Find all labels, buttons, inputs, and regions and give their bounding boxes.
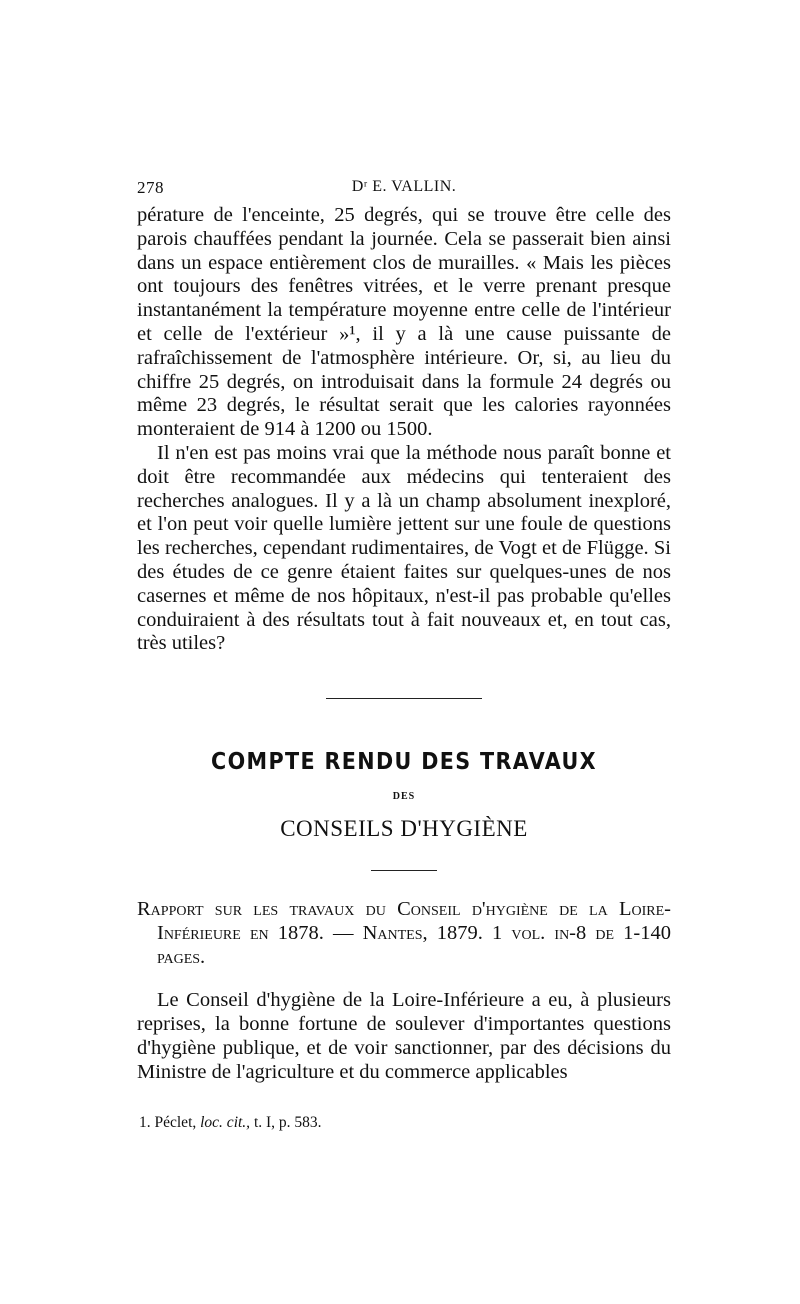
paragraph-continued: pérature de l'enceinte, 25 degrés, qui se trouve être celle des parois chauffées pendant la journée. Cela se passerait bien ainsi dans un espace entièrement clos de murailles. « Mais les pièces ont toujours des fenêtres vitrées, et le verre prenant presque instantanément la température moyenne entre celle de l'intérieur et celle de l'extérieur »¹, il y a là une cause puissante de rafraîchissement de l'atmosphère intérieure. Or, si, au lieu du chiffre 25 degrés, on introduisait dans la formule 24 degrés ou même 23 degrés, le résultat serait que les calories rayonnées monteraient de 914 à 1200 ou 1500. xyxy=(137,204,671,441)
section-divider-rule xyxy=(326,698,482,699)
footnote-author: Péclet, xyxy=(154,1114,197,1132)
section-subtitle: CONSEILS D'HYGIÈNE xyxy=(280,816,528,842)
report-paragraph: Le Conseil d'hygiène de la Loire-Inférieure a eu, à plusieurs reprises, la bonne fortune de soulever d'importantes questions d'hygiène publique, et de voir sanctionner, par des décisions du Ministre de l'agriculture et du commerce applicables xyxy=(137,989,671,1083)
footnote-number: 1. xyxy=(139,1114,151,1132)
footnote-reference: loc. cit., xyxy=(200,1114,251,1132)
paragraph: Il n'en est pas moins vrai que la méthode nous paraît bonne et doit être recommandée aux médecins qui tenteraient des recherches analogues. Il y a là un champ absolument inexploré, et l'on peut voir quelle lumière jettent sur une foule de questions les recherches, cependant rudimentaires, de Vogt et de Flügge. Si des études de ce genre étaient faites sur quelques-unes de nos casernes et même de nos hôpitaux, n'est-il pas probable qu'elles conduiraient à des résultats tout à fait nouveaux et, en tout cas, très utiles? xyxy=(137,441,671,655)
section-title: COMPTE RENDU DES TRAVAUX xyxy=(211,749,597,776)
book-page xyxy=(137,178,671,1132)
page-number: 278 xyxy=(137,178,164,197)
running-head xyxy=(137,178,671,202)
footnote xyxy=(137,1114,671,1132)
report-heading: Rapport sur les travaux du Conseil d'hygiène de la Loire-Inférieure en 1878. — Nantes, 1879. 1 vol. in-8 de 1-140 pages. xyxy=(137,898,671,969)
section-title-connector: DES xyxy=(392,791,416,803)
footnote-location: t. I, p. 583. xyxy=(253,1114,322,1132)
running-head-author: Dʳ E. VALLIN. xyxy=(351,178,457,195)
subtitle-divider-rule xyxy=(371,870,437,871)
